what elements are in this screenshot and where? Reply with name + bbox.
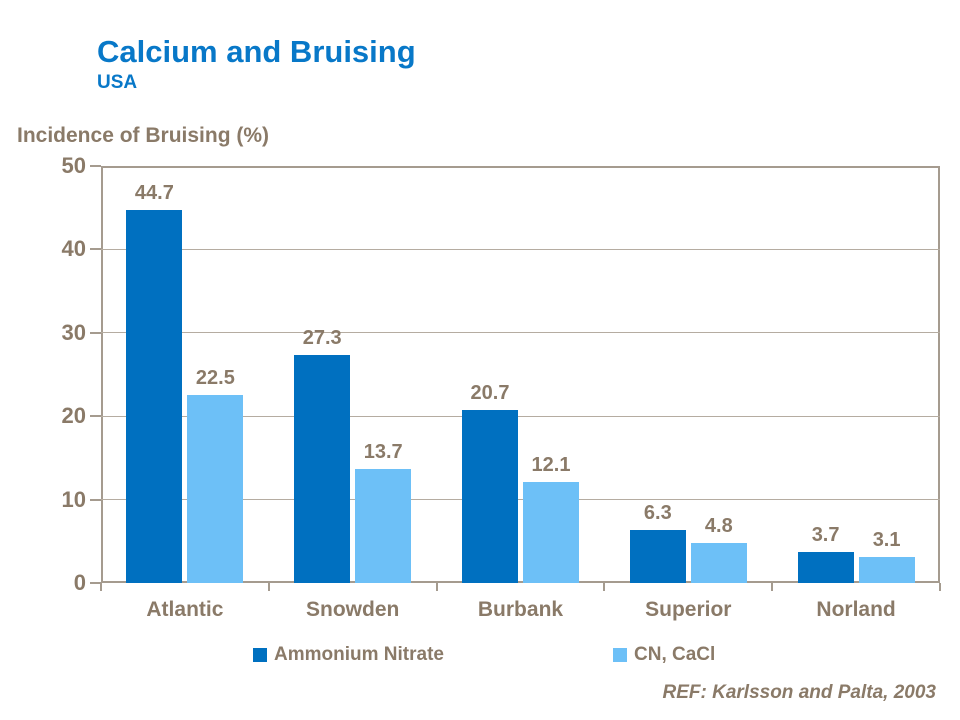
- y-axis-tick-label: 50: [61, 153, 86, 178]
- x-axis-tick: [771, 583, 773, 591]
- x-axis-tick: [939, 583, 941, 591]
- bar-burbank-series2: [523, 482, 579, 583]
- bar-burbank-series1: [462, 410, 518, 583]
- bar-value-label: 20.7: [470, 382, 510, 405]
- y-axis-tick: [90, 499, 101, 501]
- bar-norland-series1: [798, 552, 854, 583]
- chart-header: [97, 34, 416, 94]
- category-label-superior: Superior: [645, 598, 732, 621]
- bar-superior-series1: [630, 530, 686, 583]
- y-axis-title: Incidence of Bruising (%): [17, 124, 270, 147]
- bar-atlantic-series1: [126, 210, 182, 583]
- y-axis-tick: [90, 415, 101, 417]
- bar-value-label: 44.7: [134, 182, 174, 205]
- legend-label: Ammonium Nitrate: [274, 644, 444, 665]
- bar-snowden-series1: [294, 355, 350, 583]
- x-axis-tick: [603, 583, 605, 591]
- category-label-norland: Norland: [816, 598, 896, 621]
- bar-superior-series2: [691, 543, 747, 583]
- bar-value-label: 22.5: [195, 367, 235, 390]
- y-axis-tick: [90, 332, 101, 334]
- bar-value-label: 27.3: [302, 327, 342, 350]
- y-axis-tick: [90, 248, 101, 250]
- x-axis-tick: [100, 583, 102, 591]
- bar-value-label: 3.1: [872, 529, 901, 552]
- legend-swatch-light-blue-icon: [613, 648, 627, 662]
- bar-value-label: 12.1: [531, 454, 571, 477]
- category-label-snowden: Snowden: [306, 598, 400, 621]
- legend-item-ammonium-nitrate: [253, 643, 444, 667]
- category-label-atlantic: Atlantic: [146, 598, 224, 621]
- x-axis-tick: [268, 583, 270, 591]
- y-axis-tick: [90, 165, 101, 167]
- bar-snowden-series2: [355, 469, 411, 583]
- bar-value-label: 3.7: [811, 524, 840, 547]
- legend-item-cn-cacl: [613, 643, 715, 667]
- page-title: Calcium and Bruising: [97, 34, 416, 69]
- gridline-40: [101, 249, 940, 250]
- reference-note: REF: Karlsson and Palta, 2003: [662, 682, 936, 703]
- bar-value-label: 4.8: [704, 514, 733, 537]
- page-subtitle: USA: [97, 72, 138, 93]
- y-axis-tick-label: 30: [61, 319, 86, 345]
- y-axis-tick-label: 40: [61, 236, 86, 262]
- legend-swatch-dark-blue-icon: [253, 648, 267, 662]
- bar-atlantic-series2: [187, 395, 243, 583]
- legend-label: CN, CaCl: [634, 644, 716, 665]
- x-axis-tick: [436, 583, 438, 591]
- bar-value-label: 13.7: [363, 440, 403, 463]
- gridline-30: [101, 332, 940, 333]
- bar-value-label: 6.3: [643, 502, 672, 525]
- y-axis-tick-label: 20: [61, 403, 86, 429]
- y-axis-tick-label: 0: [73, 570, 86, 595]
- bar-norland-series2: [859, 557, 915, 583]
- category-label-burbank: Burbank: [477, 598, 564, 621]
- y-axis-tick-label: 10: [61, 486, 86, 512]
